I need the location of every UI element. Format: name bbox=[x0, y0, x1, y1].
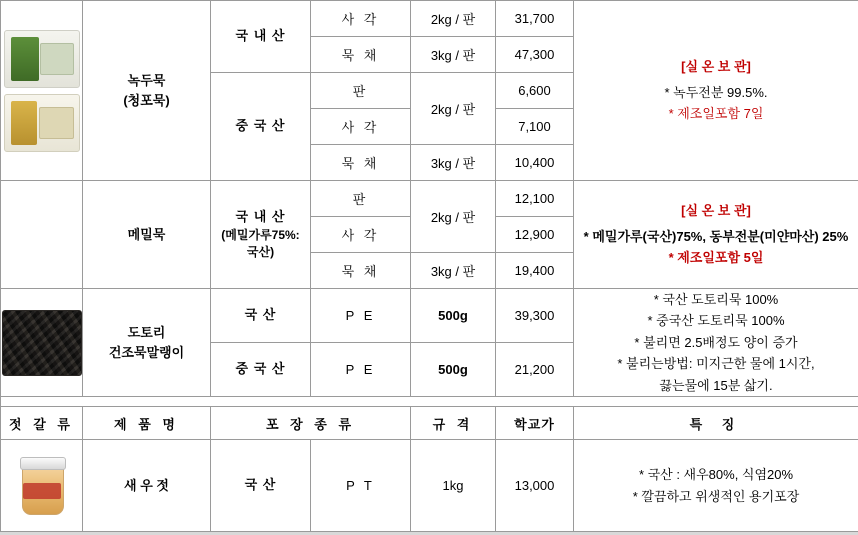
header-school-price: 학교가 bbox=[496, 407, 574, 440]
header-spec: 규 격 bbox=[411, 407, 496, 440]
package-cell: 사 각 bbox=[311, 217, 411, 253]
section-gap bbox=[1, 397, 858, 407]
shrimp-jeot-jar-image bbox=[11, 455, 73, 517]
table-row bbox=[1, 181, 858, 217]
feature-cell bbox=[574, 440, 858, 532]
price-cell: 39,300 bbox=[496, 289, 574, 343]
feature-line: * 제조일포함 5일 bbox=[574, 247, 858, 268]
product-name-line2: 건조묵말랭이 bbox=[83, 343, 210, 363]
price-cell: 21,200 bbox=[496, 343, 574, 397]
origin-cell: 중 국 산 bbox=[211, 73, 311, 181]
package-cell: P E bbox=[311, 289, 411, 343]
price-cell: 6,600 bbox=[496, 73, 574, 109]
product-image-cell bbox=[1, 440, 83, 532]
product-name-cell bbox=[83, 289, 211, 397]
package-cell: 사 각 bbox=[311, 109, 411, 145]
feature-line: * 중국산 도토리묵 100% bbox=[574, 310, 858, 331]
section-header-row bbox=[1, 407, 858, 440]
product-name-line2: (청포묵) bbox=[83, 91, 210, 111]
spec-cell: 2kg / 판 bbox=[411, 1, 496, 37]
spec-cell: 3kg / 판 bbox=[411, 37, 496, 73]
package-cell: 판 bbox=[311, 181, 411, 217]
spec-cell: 2kg / 판 bbox=[411, 73, 496, 145]
dried-acorn-jelly-image bbox=[2, 310, 82, 376]
header-package: 포 장 종 류 bbox=[211, 407, 411, 440]
spec-cell: 500g bbox=[411, 289, 496, 343]
origin-cell: 국 산 bbox=[211, 440, 311, 532]
package-cell: 사 각 bbox=[311, 1, 411, 37]
spec-cell: 3kg / 판 bbox=[411, 145, 496, 181]
price-cell: 19,400 bbox=[496, 253, 574, 289]
product-name-cell bbox=[83, 1, 211, 181]
feature-line: * 제조일포함 7일 bbox=[574, 103, 858, 124]
spec-cell: 500g bbox=[411, 343, 496, 397]
package-cell: 묵 채 bbox=[311, 37, 411, 73]
feature-line: * 메밀가루(국산)75%, 동부전분(미얀마산) 25% bbox=[574, 226, 858, 247]
price-cell: 7,100 bbox=[496, 109, 574, 145]
origin-cell: 국 산 bbox=[211, 289, 311, 343]
header-feature: 특 징 bbox=[574, 407, 858, 440]
product-name-line1: 도토리 bbox=[83, 323, 210, 343]
product-name-line1: 녹두묵 bbox=[83, 71, 210, 91]
feature-line: * 국산 : 새우80%, 식염20% bbox=[574, 464, 858, 485]
package-cell: P E bbox=[311, 343, 411, 397]
price-cell: 12,900 bbox=[496, 217, 574, 253]
package-cell: 묵 채 bbox=[311, 253, 411, 289]
package-cell: 묵 채 bbox=[311, 145, 411, 181]
feature-title: [실 온 보 관] bbox=[574, 200, 858, 221]
jar-label bbox=[23, 483, 61, 499]
price-cell: 47,300 bbox=[496, 37, 574, 73]
origin-cell: 국 내 산 bbox=[211, 1, 311, 73]
feature-cell bbox=[574, 181, 858, 289]
product-name-cell: 새 우 젓 bbox=[83, 440, 211, 532]
table-row bbox=[1, 1, 858, 37]
origin-sub2: 국산) bbox=[211, 244, 310, 261]
product-image-cell bbox=[1, 181, 83, 289]
product-image-cell bbox=[1, 289, 83, 397]
price-cell: 12,100 bbox=[496, 181, 574, 217]
table-row bbox=[1, 289, 858, 343]
product-name-cell: 메밀묵 bbox=[83, 181, 211, 289]
origin-sub1: (메밀가루75%: bbox=[211, 227, 310, 244]
feature-line: 끓는물에 15분 삷기. bbox=[574, 375, 858, 396]
spec-cell: 3kg / 판 bbox=[411, 253, 496, 289]
feature-line: * 녹두전분 99.5%. bbox=[574, 82, 858, 103]
package-cell: 판 bbox=[311, 73, 411, 109]
product-image-cell bbox=[1, 1, 83, 181]
feature-line: * 국산 도토리묵 100% bbox=[574, 289, 858, 310]
price-cell: 10,400 bbox=[496, 145, 574, 181]
buckwheat-jelly-pack-image-top bbox=[4, 94, 80, 152]
header-category: 젓 갈 류 bbox=[1, 407, 83, 440]
origin-cell: 중 국 산 bbox=[211, 343, 311, 397]
header-product: 제 품 명 bbox=[83, 407, 211, 440]
feature-line: * 불리면 2.5배정도 양이 증가 bbox=[574, 332, 858, 353]
mung-bean-jelly-pack-image bbox=[4, 30, 80, 88]
origin-label: 국 내 산 bbox=[211, 208, 310, 227]
price-cell: 31,700 bbox=[496, 1, 574, 37]
spec-cell: 1kg bbox=[411, 440, 496, 532]
package-cell: P T bbox=[311, 440, 411, 532]
feature-cell bbox=[574, 289, 858, 397]
table-row bbox=[1, 440, 858, 532]
spec-cell: 2kg / 판 bbox=[411, 181, 496, 253]
price-cell: 13,000 bbox=[496, 440, 574, 532]
feature-cell bbox=[574, 1, 858, 181]
feature-line: * 불리는방법: 미지근한 물에 1시간, bbox=[574, 353, 858, 374]
feature-title: [실 온 보 관] bbox=[574, 56, 858, 77]
feature-line: * 깔끔하고 위생적인 용기포장 bbox=[574, 486, 858, 507]
origin-cell bbox=[211, 181, 311, 289]
